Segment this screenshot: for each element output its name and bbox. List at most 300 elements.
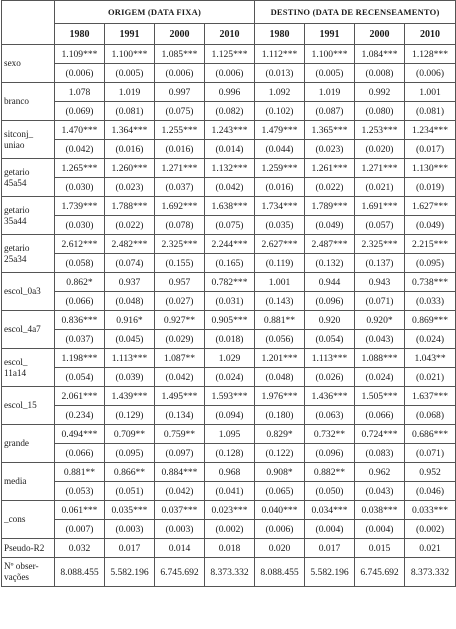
std-error-cell: (0.016)	[255, 178, 305, 197]
coefficient-cell: 0.927**	[155, 311, 205, 330]
std-error-cell: (0.006)	[55, 64, 105, 83]
pseudo-r2-cell: 0.015	[355, 539, 405, 558]
variable-label	[2, 159, 55, 197]
coefficient-cell: 1.001	[255, 273, 305, 292]
coefficient-cell: 1.637***	[405, 387, 456, 406]
std-error-cell: (0.048)	[105, 292, 155, 311]
table-row	[2, 121, 456, 140]
coefficient-cell: 0.829*	[255, 425, 305, 444]
std-error-cell: (0.004)	[305, 520, 355, 539]
std-error-cell: (0.020)	[355, 140, 405, 159]
coefficient-cell: 0.034***	[305, 501, 355, 520]
coefficient-cell: 2.244***	[205, 235, 255, 254]
std-error-cell: (0.074)	[105, 254, 155, 273]
coefficient-cell: 1.259***	[255, 159, 305, 178]
std-error-cell: (0.053)	[55, 482, 105, 501]
coefficient-cell: 1.132***	[205, 159, 255, 178]
table-row	[2, 159, 456, 178]
coefficient-cell: 0.033***	[405, 501, 456, 520]
coefficient-cell: 0.782***	[205, 273, 255, 292]
year-header: 2010	[405, 24, 456, 45]
coefficient-cell: 0.881**	[255, 311, 305, 330]
coefficient-cell: 0.884***	[155, 463, 205, 482]
pseudo-r2-cell: 0.032	[55, 539, 105, 558]
coefficient-cell: 1.130***	[405, 159, 456, 178]
coefficient-cell: 0.943	[355, 273, 405, 292]
std-error-cell: (0.022)	[105, 216, 155, 235]
std-error-cell: (0.081)	[405, 102, 456, 121]
std-error-cell: (0.087)	[305, 102, 355, 121]
std-error-cell: (0.046)	[405, 482, 456, 501]
std-error-cell: (0.019)	[405, 178, 456, 197]
table-row	[2, 216, 456, 235]
coefficient-cell: 1.255***	[155, 121, 205, 140]
variable-label-line: vações	[4, 572, 29, 582]
std-error-cell: (0.155)	[155, 254, 205, 273]
variable-label	[2, 197, 55, 235]
coefficient-cell: 1.100***	[105, 45, 155, 64]
coefficient-cell: 1.112***	[255, 45, 305, 64]
std-error-cell: (0.119)	[255, 254, 305, 273]
variable-label-line: Pseudo-R2	[4, 542, 45, 553]
table-row	[2, 254, 456, 273]
observations-cell: 8.373.332	[405, 558, 456, 587]
coefficient-cell: 2.061***	[55, 387, 105, 406]
coefficient-cell: 1.439***	[105, 387, 155, 406]
year-header-row	[2, 24, 456, 45]
std-error-cell: (0.021)	[405, 368, 456, 387]
std-error-cell: (0.048)	[255, 368, 305, 387]
std-error-cell: (0.023)	[305, 140, 355, 159]
coefficient-cell: 0.882**	[305, 463, 355, 482]
table-row	[2, 387, 456, 406]
observations-cell: 8.088.455	[55, 558, 105, 587]
variable-label	[2, 558, 55, 587]
table-row	[2, 178, 456, 197]
table-row	[2, 83, 456, 102]
std-error-cell: (0.095)	[405, 254, 456, 273]
coefficient-cell: 1.436***	[305, 387, 355, 406]
coefficient-cell: 0.996	[205, 83, 255, 102]
coefficient-cell: 0.866**	[105, 463, 155, 482]
table-row	[2, 406, 456, 425]
coefficient-cell: 1.109***	[55, 45, 105, 64]
variable-label	[2, 273, 55, 311]
variable-label-line: branco	[4, 96, 29, 106]
std-error-cell: (0.016)	[105, 140, 155, 159]
std-error-cell: (0.045)	[105, 330, 155, 349]
pseudo-r2-cell: 0.018	[205, 539, 255, 558]
coefficient-cell: 0.962	[355, 463, 405, 482]
std-error-cell: (0.049)	[305, 216, 355, 235]
coefficient-cell: 0.908*	[255, 463, 305, 482]
coefficient-cell: 1.253***	[355, 121, 405, 140]
coefficient-cell: 2.325***	[355, 235, 405, 254]
std-error-cell: (0.039)	[105, 368, 155, 387]
coefficient-cell: 1.113***	[305, 349, 355, 368]
coefficient-cell: 0.997	[155, 83, 205, 102]
std-error-cell: (0.069)	[55, 102, 105, 121]
coefficient-cell: 1.128***	[405, 45, 456, 64]
std-error-cell: (0.027)	[155, 292, 205, 311]
std-error-cell: (0.078)	[155, 216, 205, 235]
std-error-cell: (0.021)	[355, 178, 405, 197]
std-error-cell: (0.029)	[155, 330, 205, 349]
coefficient-cell: 1.788***	[105, 197, 155, 216]
observations-cell: 5.582.196	[305, 558, 355, 587]
coefficient-cell: 0.038***	[355, 501, 405, 520]
table-row	[2, 444, 456, 463]
coefficient-cell: 1.627***	[405, 197, 456, 216]
coefficient-cell: 0.869***	[405, 311, 456, 330]
coefficient-cell: 1.095	[205, 425, 255, 444]
std-error-cell: (0.016)	[155, 140, 205, 159]
std-error-cell: (0.006)	[155, 64, 205, 83]
variable-label-line: uniao	[4, 139, 25, 150]
std-error-cell: (0.002)	[205, 520, 255, 539]
coefficient-cell: 0.724***	[355, 425, 405, 444]
std-error-cell: (0.050)	[305, 482, 355, 501]
std-error-cell: (0.129)	[105, 406, 155, 425]
variable-label-line: sexo	[4, 58, 21, 68]
coefficient-cell: 1.739***	[55, 197, 105, 216]
coefficient-cell: 1.088***	[355, 349, 405, 368]
coefficient-cell: 1.789***	[305, 197, 355, 216]
std-error-cell: (0.049)	[405, 216, 456, 235]
coefficient-cell: 1.078	[55, 83, 105, 102]
variable-label-line: getario	[4, 204, 30, 215]
year-header: 1991	[105, 24, 155, 45]
group-header-origem: ORIGEM (DATA FIXA)	[55, 1, 255, 24]
std-error-cell: (0.035)	[255, 216, 305, 235]
std-error-cell: (0.033)	[405, 292, 456, 311]
coefficient-cell: 1.001	[405, 83, 456, 102]
variable-label-line: Nº obser-	[4, 561, 39, 571]
std-error-cell: (0.006)	[205, 64, 255, 83]
std-error-cell: (0.024)	[405, 330, 456, 349]
coefficient-cell: 1.479***	[255, 121, 305, 140]
table-row	[2, 140, 456, 159]
variable-label	[2, 501, 55, 539]
table-row	[2, 197, 456, 216]
coefficient-cell: 1.364***	[105, 121, 155, 140]
coefficient-cell: 0.759**	[155, 425, 205, 444]
coefficient-cell: 0.037***	[155, 501, 205, 520]
coefficient-cell: 1.261***	[305, 159, 355, 178]
variable-label-line: escol_0a3	[4, 286, 41, 296]
std-error-cell: (0.002)	[405, 520, 456, 539]
std-error-cell: (0.095)	[105, 444, 155, 463]
std-error-cell: (0.058)	[55, 254, 105, 273]
std-error-cell: (0.007)	[55, 520, 105, 539]
std-error-cell: (0.068)	[405, 406, 456, 425]
std-error-cell: (0.122)	[255, 444, 305, 463]
year-header: 2000	[155, 24, 205, 45]
variable-label	[2, 463, 55, 501]
coefficient-cell: 1.198***	[55, 349, 105, 368]
coefficient-cell: 0.061***	[55, 501, 105, 520]
std-error-cell: (0.096)	[305, 444, 355, 463]
std-error-cell: (0.071)	[355, 292, 405, 311]
coefficient-cell: 0.944	[305, 273, 355, 292]
coefficient-cell: 1.084***	[355, 45, 405, 64]
table-row	[2, 292, 456, 311]
table-row	[2, 349, 456, 368]
std-error-cell: (0.042)	[55, 140, 105, 159]
variable-label-line: escol_4a7	[4, 324, 41, 334]
coefficient-cell: 2.627***	[255, 235, 305, 254]
variable-label	[2, 235, 55, 273]
std-error-cell: (0.022)	[305, 178, 355, 197]
coefficient-cell: 0.862*	[55, 273, 105, 292]
coefficient-cell: 1.260***	[105, 159, 155, 178]
variable-label	[2, 425, 55, 463]
coefficient-cell: 1.043**	[405, 349, 456, 368]
std-error-cell: (0.165)	[205, 254, 255, 273]
std-error-cell: (0.128)	[205, 444, 255, 463]
variable-label-line: _cons	[4, 514, 26, 524]
observations-cell: 6.745.692	[355, 558, 405, 587]
std-error-cell: (0.057)	[355, 216, 405, 235]
std-error-cell: (0.014)	[205, 140, 255, 159]
std-error-cell: (0.042)	[205, 178, 255, 197]
std-error-cell: (0.024)	[355, 368, 405, 387]
std-error-cell: (0.006)	[255, 520, 305, 539]
table-row	[2, 102, 456, 121]
coefficient-cell: 1.976***	[255, 387, 305, 406]
std-error-cell: (0.066)	[55, 444, 105, 463]
std-error-cell: (0.056)	[255, 330, 305, 349]
std-error-cell: (0.132)	[305, 254, 355, 273]
pseudo-r2-cell: 0.017	[105, 539, 155, 558]
year-header: 1980	[55, 24, 105, 45]
std-error-cell: (0.043)	[355, 482, 405, 501]
std-error-cell: (0.044)	[255, 140, 305, 159]
std-error-cell: (0.018)	[205, 330, 255, 349]
table-row	[2, 425, 456, 444]
coefficient-cell: 1.234***	[405, 121, 456, 140]
coefficient-cell: 0.035***	[105, 501, 155, 520]
observations-cell: 8.373.332	[205, 558, 255, 587]
coefficient-cell: 1.201***	[255, 349, 305, 368]
std-error-cell: (0.005)	[105, 64, 155, 83]
variable-label	[2, 311, 55, 349]
coefficient-cell: 0.023***	[205, 501, 255, 520]
std-error-cell: (0.005)	[305, 64, 355, 83]
coefficient-cell: 0.968	[205, 463, 255, 482]
pseudo-r2-cell: 0.020	[255, 539, 305, 558]
variable-label	[2, 349, 55, 387]
coefficient-cell: 2.215***	[405, 235, 456, 254]
coefficient-cell: 1.265***	[55, 159, 105, 178]
std-error-cell: (0.096)	[305, 292, 355, 311]
variable-label-line: media	[4, 476, 27, 486]
pseudo-r2-row	[2, 539, 456, 558]
coefficient-cell: 1.638***	[205, 197, 255, 216]
year-header: 2000	[355, 24, 405, 45]
table-row	[2, 64, 456, 83]
std-error-cell: (0.008)	[355, 64, 405, 83]
coefficient-cell: 1.113***	[105, 349, 155, 368]
std-error-cell: (0.030)	[55, 178, 105, 197]
coefficient-cell: 0.920	[305, 311, 355, 330]
coefficient-cell: 0.920*	[355, 311, 405, 330]
std-error-cell: (0.102)	[255, 102, 305, 121]
coefficient-cell: 1.087**	[155, 349, 205, 368]
coefficient-cell: 1.495***	[155, 387, 205, 406]
coefficient-cell: 1.085***	[155, 45, 205, 64]
variable-label-line: grande	[4, 438, 29, 448]
std-error-cell: (0.051)	[105, 482, 155, 501]
coefficient-cell: 0.957	[155, 273, 205, 292]
std-error-cell: (0.037)	[55, 330, 105, 349]
coefficient-cell: 1.734***	[255, 197, 305, 216]
year-header: 1980	[255, 24, 305, 45]
std-error-cell: (0.082)	[205, 102, 255, 121]
std-error-cell: (0.043)	[355, 330, 405, 349]
variable-label-line: 35a44	[4, 215, 27, 226]
coefficient-cell: 0.881**	[55, 463, 105, 482]
std-error-cell: (0.234)	[55, 406, 105, 425]
coefficient-cell: 1.029	[205, 349, 255, 368]
observations-cell: 6.745.692	[155, 558, 205, 587]
std-error-cell: (0.180)	[255, 406, 305, 425]
variable-label-line: getario	[4, 242, 30, 253]
std-error-cell: (0.026)	[305, 368, 355, 387]
std-error-cell: (0.024)	[205, 368, 255, 387]
coefficient-cell: 0.738***	[405, 273, 456, 292]
table-body	[2, 45, 456, 587]
coefficient-cell: 1.365***	[305, 121, 355, 140]
group-header-row	[2, 1, 456, 24]
std-error-cell: (0.054)	[55, 368, 105, 387]
std-error-cell: (0.042)	[155, 482, 205, 501]
coefficient-cell: 1.019	[105, 83, 155, 102]
coefficient-cell: 0.905***	[205, 311, 255, 330]
std-error-cell: (0.075)	[155, 102, 205, 121]
coefficient-cell: 2.482***	[105, 235, 155, 254]
std-error-cell: (0.137)	[355, 254, 405, 273]
table-row	[2, 311, 456, 330]
variable-label-line: 45a54	[4, 177, 27, 188]
std-error-cell: (0.097)	[155, 444, 205, 463]
std-error-cell: (0.063)	[305, 406, 355, 425]
group-header-destino: DESTINO (DATA DE RECENSEAMENTO)	[255, 1, 456, 24]
variable-label-line: 11a14	[4, 367, 27, 378]
std-error-cell: (0.071)	[405, 444, 456, 463]
regression-table	[1, 0, 456, 587]
coefficient-cell: 0.040***	[255, 501, 305, 520]
table-row	[2, 501, 456, 520]
variable-label-line: 25a34	[4, 253, 27, 264]
coefficient-cell: 2.325***	[155, 235, 205, 254]
coefficient-cell: 2.487***	[305, 235, 355, 254]
pseudo-r2-cell: 0.021	[405, 539, 456, 558]
variable-label	[2, 83, 55, 121]
coefficient-cell: 1.271***	[355, 159, 405, 178]
variable-label	[2, 539, 55, 558]
coefficient-cell: 0.916*	[105, 311, 155, 330]
std-error-cell: (0.065)	[255, 482, 305, 501]
std-error-cell: (0.017)	[405, 140, 456, 159]
std-error-cell: (0.003)	[155, 520, 205, 539]
variable-label-line: sitconj_	[4, 128, 34, 139]
std-error-cell: (0.006)	[405, 64, 456, 83]
coefficient-cell: 1.271***	[155, 159, 205, 178]
table-row	[2, 45, 456, 64]
table-row	[2, 463, 456, 482]
coefficient-cell: 1.092	[255, 83, 305, 102]
std-error-cell: (0.013)	[255, 64, 305, 83]
year-header: 2010	[205, 24, 255, 45]
std-error-cell: (0.134)	[155, 406, 205, 425]
std-error-cell: (0.041)	[205, 482, 255, 501]
coefficient-cell: 1.593***	[205, 387, 255, 406]
coefficient-cell: 0.952	[405, 463, 456, 482]
coefficient-cell: 2.612***	[55, 235, 105, 254]
coefficient-cell: 1.505***	[355, 387, 405, 406]
header-corner	[2, 1, 55, 45]
coefficient-cell: 0.709**	[105, 425, 155, 444]
table-row	[2, 273, 456, 292]
std-error-cell: (0.094)	[205, 406, 255, 425]
std-error-cell: (0.042)	[155, 368, 205, 387]
std-error-cell: (0.083)	[355, 444, 405, 463]
pseudo-r2-cell: 0.017	[305, 539, 355, 558]
std-error-cell: (0.023)	[105, 178, 155, 197]
std-error-cell: (0.143)	[255, 292, 305, 311]
std-error-cell: (0.004)	[355, 520, 405, 539]
std-error-cell: (0.031)	[205, 292, 255, 311]
coefficient-cell: 1.692***	[155, 197, 205, 216]
variable-label-line: escol_15	[4, 400, 37, 410]
std-error-cell: (0.030)	[55, 216, 105, 235]
coefficient-cell: 0.992	[355, 83, 405, 102]
coefficient-cell: 1.100***	[305, 45, 355, 64]
coefficient-cell: 0.937	[105, 273, 155, 292]
coefficient-cell: 1.691***	[355, 197, 405, 216]
std-error-cell: (0.075)	[205, 216, 255, 235]
std-error-cell: (0.054)	[305, 330, 355, 349]
variable-label	[2, 387, 55, 425]
table-row	[2, 330, 456, 349]
coefficient-cell: 1.125***	[205, 45, 255, 64]
table-row	[2, 482, 456, 501]
coefficient-cell: 0.686***	[405, 425, 456, 444]
observations-cell: 8.088.455	[255, 558, 305, 587]
coefficient-cell: 1.019	[305, 83, 355, 102]
variable-label	[2, 45, 55, 83]
variable-label	[2, 121, 55, 159]
std-error-cell: (0.003)	[105, 520, 155, 539]
observations-cell: 5.582.196	[105, 558, 155, 587]
coefficient-cell: 1.243***	[205, 121, 255, 140]
std-error-cell: (0.066)	[55, 292, 105, 311]
table-row	[2, 520, 456, 539]
year-header: 1991	[305, 24, 355, 45]
std-error-cell: (0.066)	[355, 406, 405, 425]
coefficient-cell: 0.732**	[305, 425, 355, 444]
variable-label-line: getario	[4, 166, 30, 177]
pseudo-r2-cell: 0.014	[155, 539, 205, 558]
coefficient-cell: 0.494***	[55, 425, 105, 444]
observations-row	[2, 558, 456, 587]
variable-label-line: escol_	[4, 356, 28, 367]
table-row	[2, 368, 456, 387]
std-error-cell: (0.081)	[105, 102, 155, 121]
std-error-cell: (0.037)	[155, 178, 205, 197]
table-row	[2, 235, 456, 254]
